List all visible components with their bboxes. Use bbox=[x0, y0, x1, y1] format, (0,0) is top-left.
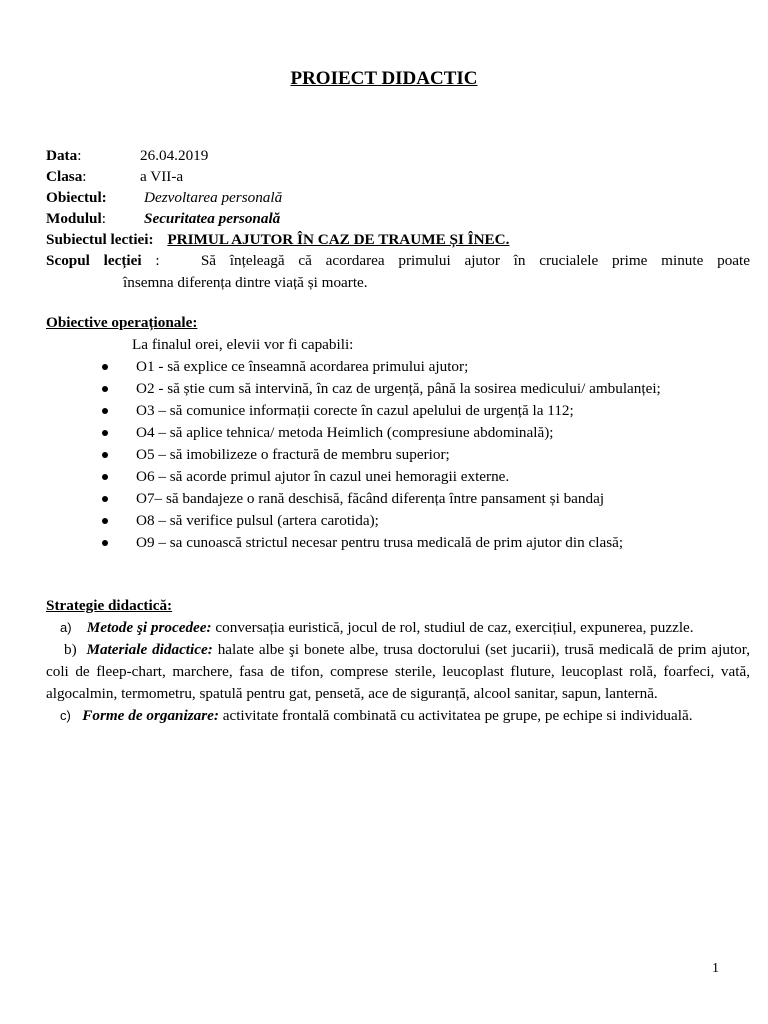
list-item: O5 – să imobilizeze o fractură de membru superior; bbox=[46, 444, 750, 466]
objectives-intro: La finalul orei, elevii vor fi capabili: bbox=[132, 336, 354, 353]
data-value: 26.04.2019 bbox=[140, 147, 209, 164]
clasa-label: Clasa bbox=[46, 168, 83, 185]
modulul-value: Securitatea personală bbox=[144, 210, 281, 227]
list-item: O2 - să știe cum să intervină, în caz de urgență, până la sosirea medicului/ ambulanței; bbox=[46, 378, 750, 400]
scop-line-1: Scopul lecției : Să înțeleagă că acordarea primului ajutor în crucialele prime minute poate bbox=[46, 252, 750, 269]
list-item: O4 – să aplice tehnica/ metoda Heimlich (compresiune abdominală); bbox=[46, 422, 750, 444]
marker-b: b) bbox=[64, 641, 77, 658]
strategy-section bbox=[46, 617, 750, 727]
page-title: PROIECT DIDACTIC bbox=[290, 68, 478, 89]
strategy-item-b bbox=[46, 639, 750, 705]
bullet-icon bbox=[102, 430, 108, 436]
scop-text-2: însemna diferența dintre viață și moarte. bbox=[123, 274, 368, 291]
meta-row-obiectul bbox=[46, 187, 750, 208]
meta-row-clasa: Clasa: a VII-a bbox=[46, 166, 750, 187]
meta-row-data: Data: 26.04.2019 bbox=[46, 145, 750, 166]
scop-text-1: Să înțeleagă că acordarea primului ajutor în crucialele prime minute poate bbox=[200, 252, 750, 269]
subiect-value: PRIMUL AJUTOR ÎN CAZ DE TRAUME ȘI ÎNEC. bbox=[167, 231, 510, 248]
strategy-heading: Strategie didactică: bbox=[46, 597, 173, 614]
bullet-icon bbox=[102, 540, 108, 546]
bullet-icon bbox=[102, 496, 108, 502]
strategy-item-c bbox=[46, 705, 750, 727]
list-item: O9 – sa cunoască strictul necesar pentru trusa medicală de prim ajutor din clasă; bbox=[46, 532, 750, 554]
bullet-icon bbox=[102, 386, 108, 392]
subiect-label: Subiectul lectiei bbox=[46, 231, 149, 248]
lesson-metadata bbox=[46, 145, 750, 294]
objectives-list bbox=[46, 356, 750, 554]
strategy-a-text: conversația euristică, jocul de rol, studiul de caz, exercițiul, expunerea, puzzle. bbox=[215, 619, 694, 636]
bullet-icon bbox=[102, 452, 108, 458]
clasa-value: a VII-a bbox=[140, 168, 184, 185]
bullet-icon bbox=[102, 364, 108, 370]
list-item: O1 - să explice ce înseamnă acordarea primului ajutor; bbox=[46, 356, 750, 378]
strategy-b-label: Materiale didactice: bbox=[86, 641, 213, 658]
list-item: O8 – să verifice pulsul (artera carotida); bbox=[46, 510, 750, 532]
data-label: Data bbox=[46, 147, 78, 164]
strategy-c-text: activitate frontală combinată cu activitatea pe grupe, pe echipe si individuală. bbox=[222, 707, 693, 724]
strategy-item-a bbox=[46, 617, 750, 639]
objectives-heading: Obiective operaționale: bbox=[46, 314, 198, 331]
meta-row-modulul: Modulul: Securitatea personală bbox=[46, 208, 750, 229]
obiectul-value: Dezvoltarea personală bbox=[144, 189, 283, 206]
bullet-icon bbox=[102, 408, 108, 414]
marker-c: c) bbox=[60, 708, 71, 723]
scop-label: Scopul lecției bbox=[46, 252, 142, 269]
list-item: O7– să bandajeze o rană deschisă, făcând diferența între pansament și bandaj bbox=[46, 488, 750, 510]
page-number: 1 bbox=[712, 961, 719, 976]
meta-row-subiect: Subiectul lectiei: PRIMUL AJUTOR ÎN CAZ DE TRAUME ȘI ÎNEC. bbox=[46, 231, 510, 248]
marker-a: a) bbox=[60, 620, 72, 635]
bullet-icon bbox=[102, 474, 108, 480]
obiectul-label: Obiectul: bbox=[46, 189, 107, 206]
strategy-a-label: Metode şi procedee: bbox=[86, 619, 212, 636]
strategy-b-text: halate albe şi bonete albe, trusa doctorului (set jucarii), trusă medicală de prim ajutor, coli de fleep-chart, marchere, fasa de tifon, comprese sterile, leucoplast fluture, leucoplast rolă, foarfeci, vată, algocalmin, termometru, spatulă pentru gat, pensetă, ace de siguranță, alcool sanitar, sapun, lanternă. bbox=[46, 641, 750, 702]
modulul-label: Modulul bbox=[46, 210, 102, 227]
list-item: O3 – să comunice informații corecte în cazul apelului de urgență la 112; bbox=[46, 400, 750, 422]
list-item: O6 – să acorde primul ajutor în cazul unei hemoragii externe. bbox=[46, 466, 750, 488]
strategy-c-label: Forme de organizare: bbox=[82, 707, 219, 724]
bullet-icon bbox=[102, 518, 108, 524]
